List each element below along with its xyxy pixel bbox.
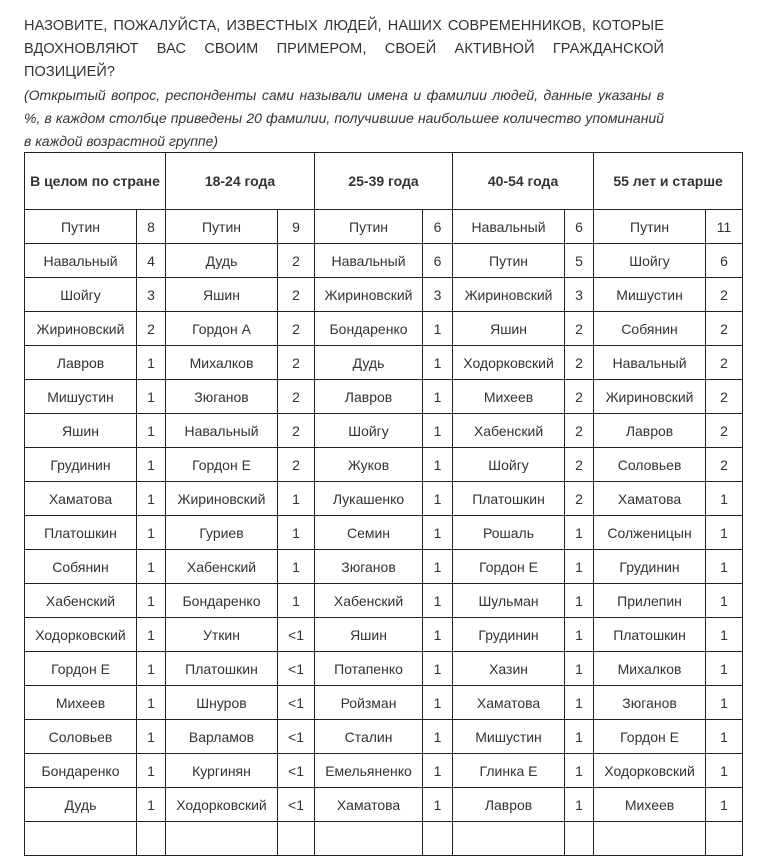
person-name-cell: Навальный	[25, 244, 137, 278]
percent-cell: 2	[706, 380, 743, 414]
person-name-cell: Глинка Е	[453, 754, 565, 788]
person-name-cell: Навальный	[453, 210, 565, 244]
table-row	[25, 618, 743, 652]
person-name-cell: Зюганов	[315, 550, 423, 584]
person-name-cell: Собянин	[25, 550, 137, 584]
person-name-cell: Хаматова	[453, 686, 565, 720]
percent-cell: 2	[706, 448, 743, 482]
percent-cell: 1	[423, 516, 453, 550]
percent-cell: 1	[706, 584, 743, 618]
percent-cell: 2	[565, 346, 594, 380]
table-row	[25, 380, 743, 414]
person-name-cell: Соловьев	[25, 720, 137, 754]
person-name-cell: Гордон Е	[166, 448, 278, 482]
percent-cell: 1	[706, 720, 743, 754]
table-body	[25, 210, 743, 856]
person-name-cell: Шойгу	[25, 278, 137, 312]
person-name-cell: Жириновский	[166, 482, 278, 516]
percent-cell: 2	[278, 414, 315, 448]
person-name-cell: Гордон Е	[453, 550, 565, 584]
percent-cell: 1	[137, 618, 166, 652]
percent-cell: 4	[137, 244, 166, 278]
percent-cell: 1	[278, 584, 315, 618]
percent-cell	[137, 822, 166, 856]
person-name-cell: Путин	[315, 210, 423, 244]
percent-cell: <1	[278, 686, 315, 720]
percent-cell: 2	[565, 414, 594, 448]
person-name-cell: Бондаренко	[166, 584, 278, 618]
percent-cell: 1	[137, 380, 166, 414]
percent-cell: 1	[423, 584, 453, 618]
percent-cell: 1	[137, 346, 166, 380]
percent-cell: 3	[565, 278, 594, 312]
percent-cell: 1	[706, 652, 743, 686]
percent-cell: 1	[137, 584, 166, 618]
percent-cell: 1	[706, 618, 743, 652]
percent-cell: 1	[278, 482, 315, 516]
person-name-cell: Рошаль	[453, 516, 565, 550]
percent-cell: 1	[423, 754, 453, 788]
percent-cell: <1	[278, 788, 315, 822]
person-name-cell: Грудинин	[594, 550, 706, 584]
percent-cell: 1	[278, 516, 315, 550]
person-name-cell: Шойгу	[594, 244, 706, 278]
percent-cell: 1	[137, 516, 166, 550]
percent-cell: 2	[137, 312, 166, 346]
person-name-cell: Гордон Е	[594, 720, 706, 754]
person-name-cell: Михалков	[594, 652, 706, 686]
percent-cell: <1	[278, 618, 315, 652]
person-name-cell: Платошкин	[594, 618, 706, 652]
person-name-cell	[315, 822, 423, 856]
person-name-cell: Шнуров	[166, 686, 278, 720]
person-name-cell: Ходорковский	[166, 788, 278, 822]
person-name-cell: Дудь	[25, 788, 137, 822]
percent-cell: 1	[565, 584, 594, 618]
percent-cell: 1	[706, 754, 743, 788]
percent-cell: 1	[137, 754, 166, 788]
percent-cell: 1	[423, 618, 453, 652]
person-name-cell: Шульман	[453, 584, 565, 618]
percent-cell: 11	[706, 210, 743, 244]
person-name-cell: Яшин	[166, 278, 278, 312]
person-name-cell	[453, 822, 565, 856]
table-row	[25, 278, 743, 312]
person-name-cell: Ходорковский	[594, 754, 706, 788]
person-name-cell: Яшин	[25, 414, 137, 448]
person-name-cell: Хаматова	[25, 482, 137, 516]
percent-cell: 1	[565, 618, 594, 652]
person-name-cell: Навальный	[166, 414, 278, 448]
person-name-cell: Шойгу	[315, 414, 423, 448]
person-name-cell: Платошкин	[453, 482, 565, 516]
percent-cell: 2	[565, 482, 594, 516]
percent-cell: <1	[278, 754, 315, 788]
person-name-cell: Зюганов	[166, 380, 278, 414]
percent-cell: 2	[278, 244, 315, 278]
person-name-cell: Путин	[594, 210, 706, 244]
percent-cell: 1	[137, 550, 166, 584]
percent-cell: 1	[565, 686, 594, 720]
person-name-cell: Емельяненко	[315, 754, 423, 788]
person-name-cell: Семин	[315, 516, 423, 550]
person-name-cell: Жириновский	[315, 278, 423, 312]
table-row	[25, 788, 743, 822]
person-name-cell: Лавров	[594, 414, 706, 448]
percent-cell: 1	[565, 754, 594, 788]
person-name-cell: Путин	[25, 210, 137, 244]
percent-cell: 1	[423, 380, 453, 414]
percent-cell: 1	[706, 788, 743, 822]
person-name-cell: Путин	[453, 244, 565, 278]
person-name-cell: Путин	[166, 210, 278, 244]
person-name-cell: Гуриев	[166, 516, 278, 550]
percent-cell: 3	[137, 278, 166, 312]
person-name-cell	[594, 822, 706, 856]
person-name-cell: Платошкин	[166, 652, 278, 686]
percent-cell: 3	[423, 278, 453, 312]
percent-cell: 1	[423, 346, 453, 380]
person-name-cell: Платошкин	[25, 516, 137, 550]
table-row	[25, 754, 743, 788]
percent-cell: 1	[423, 720, 453, 754]
table-row	[25, 448, 743, 482]
person-name-cell: Ходорковский	[453, 346, 565, 380]
person-name-cell: Лукашенко	[315, 482, 423, 516]
person-name-cell: Навальный	[315, 244, 423, 278]
person-name-cell: Хазин	[453, 652, 565, 686]
person-name-cell: Лавров	[453, 788, 565, 822]
person-name-cell: Лавров	[315, 380, 423, 414]
percent-cell: 2	[565, 312, 594, 346]
percent-cell: 1	[423, 550, 453, 584]
percent-cell: 1	[423, 482, 453, 516]
percent-cell: 1	[137, 448, 166, 482]
person-name-cell: Михеев	[453, 380, 565, 414]
table-row	[25, 482, 743, 516]
person-name-cell: Жириновский	[594, 380, 706, 414]
person-name-cell: Яшин	[315, 618, 423, 652]
question-heading: НАЗОВИТЕ, ПОЖАЛУЙСТА, ИЗВЕСТНЫХ ЛЮДЕЙ, НАШИХ СОВРЕМЕННИКОВ, КОТОРЫЕ ВДОХНОВЛЯЮТ ВАС СВОИМ ПРИМЕРОМ, СВОЕЙ АКТИВНОЙ ГРАЖДАНСКОЙ ПОЗИЦИЕЙ?	[24, 18, 664, 80]
person-name-cell: Бондаренко	[315, 312, 423, 346]
percent-cell: 1	[565, 516, 594, 550]
percent-cell	[565, 822, 594, 856]
person-name-cell: Хабенский	[166, 550, 278, 584]
person-name-cell: Солженицын	[594, 516, 706, 550]
percent-cell: 2	[565, 380, 594, 414]
person-name-cell: Зюганов	[594, 686, 706, 720]
percent-cell: 1	[423, 686, 453, 720]
table-row	[25, 822, 743, 856]
percent-cell: 1	[423, 414, 453, 448]
header-25-39: 25-39 года	[315, 153, 453, 210]
percent-cell: 1	[137, 482, 166, 516]
table-row	[25, 652, 743, 686]
percent-cell: 2	[706, 414, 743, 448]
person-name-cell: Навальный	[594, 346, 706, 380]
percent-cell: 2	[278, 312, 315, 346]
table-row	[25, 516, 743, 550]
percent-cell: 1	[423, 652, 453, 686]
person-name-cell: Хаматова	[594, 482, 706, 516]
person-name-cell: Шойгу	[453, 448, 565, 482]
percent-cell: <1	[278, 652, 315, 686]
percent-cell: 1	[565, 652, 594, 686]
table-row	[25, 346, 743, 380]
percent-cell	[423, 822, 453, 856]
percent-cell: 2	[278, 278, 315, 312]
percent-cell: 1	[278, 550, 315, 584]
table-row	[25, 244, 743, 278]
question-note: (Открытый вопрос, респонденты сами называли имена и фамилии людей, данные указаны в %, в каждом столбце приведены 20 фамилии, получившие наибольшее количество упоминаний в каждой возрастной группе)	[24, 87, 664, 149]
table-row	[25, 414, 743, 448]
percent-cell: 1	[423, 788, 453, 822]
person-name-cell: Жириновский	[25, 312, 137, 346]
percent-cell: 1	[137, 720, 166, 754]
percent-cell: 8	[137, 210, 166, 244]
percent-cell: 1	[706, 550, 743, 584]
table-row	[25, 312, 743, 346]
percent-cell: 1	[565, 720, 594, 754]
person-name-cell: Михеев	[594, 788, 706, 822]
percent-cell: 1	[137, 686, 166, 720]
person-name-cell	[25, 822, 137, 856]
percent-cell: 1	[423, 448, 453, 482]
person-name-cell: Соловьев	[594, 448, 706, 482]
person-name-cell: Грудинин	[25, 448, 137, 482]
percent-cell: 2	[706, 312, 743, 346]
person-name-cell: Хаматова	[315, 788, 423, 822]
person-name-cell: Уткин	[166, 618, 278, 652]
percent-cell: 6	[565, 210, 594, 244]
percent-cell	[706, 822, 743, 856]
person-name-cell: Прилепин	[594, 584, 706, 618]
percent-cell: 6	[423, 244, 453, 278]
person-name-cell: Собянин	[594, 312, 706, 346]
person-name-cell: Сталин	[315, 720, 423, 754]
person-name-cell: Ходорковский	[25, 618, 137, 652]
person-name-cell: Варламов	[166, 720, 278, 754]
percent-cell: 2	[278, 380, 315, 414]
person-name-cell: Жуков	[315, 448, 423, 482]
percent-cell: 1	[706, 686, 743, 720]
person-name-cell: Жириновский	[453, 278, 565, 312]
person-name-cell: Дудь	[166, 244, 278, 278]
percent-cell: 1	[706, 516, 743, 550]
person-name-cell: Дудь	[315, 346, 423, 380]
person-name-cell: Михалков	[166, 346, 278, 380]
percent-cell	[278, 822, 315, 856]
person-name-cell: Яшин	[453, 312, 565, 346]
table-header-row	[25, 153, 743, 210]
percent-cell: 2	[706, 278, 743, 312]
percent-cell: 5	[565, 244, 594, 278]
header-18-24: 18-24 года	[166, 153, 315, 210]
table-row	[25, 686, 743, 720]
person-name-cell: Гордон А	[166, 312, 278, 346]
percent-cell: 1	[423, 312, 453, 346]
header-55-plus: 55 лет и старше	[594, 153, 743, 210]
person-name-cell: Мишустин	[25, 380, 137, 414]
poll-results-table	[24, 152, 743, 856]
percent-cell: 1	[565, 788, 594, 822]
table-row	[25, 550, 743, 584]
person-name-cell: Бондаренко	[25, 754, 137, 788]
person-name-cell: Хабенский	[315, 584, 423, 618]
percent-cell: 6	[423, 210, 453, 244]
percent-cell: 1	[137, 414, 166, 448]
person-name-cell: Грудинин	[453, 618, 565, 652]
percent-cell: 1	[706, 482, 743, 516]
intro-text	[24, 15, 664, 153]
person-name-cell: Хабенский	[453, 414, 565, 448]
person-name-cell: Ройзман	[315, 686, 423, 720]
percent-cell: 2	[706, 346, 743, 380]
person-name-cell: Михеев	[25, 686, 137, 720]
person-name-cell: Мишустин	[453, 720, 565, 754]
header-total: В целом по стране	[25, 153, 166, 210]
table-row	[25, 210, 743, 244]
percent-cell: <1	[278, 720, 315, 754]
person-name-cell: Кургинян	[166, 754, 278, 788]
person-name-cell: Хабенский	[25, 584, 137, 618]
person-name-cell: Гордон Е	[25, 652, 137, 686]
percent-cell: 6	[706, 244, 743, 278]
percent-cell: 9	[278, 210, 315, 244]
person-name-cell: Лавров	[25, 346, 137, 380]
percent-cell: 2	[565, 448, 594, 482]
person-name-cell: Потапенко	[315, 652, 423, 686]
percent-cell: 1	[565, 550, 594, 584]
table-row	[25, 584, 743, 618]
header-40-54: 40-54 года	[453, 153, 594, 210]
percent-cell: 1	[137, 788, 166, 822]
person-name-cell: Мишустин	[594, 278, 706, 312]
percent-cell: 1	[137, 652, 166, 686]
percent-cell: 2	[278, 346, 315, 380]
percent-cell: 2	[278, 448, 315, 482]
table-row	[25, 720, 743, 754]
person-name-cell	[166, 822, 278, 856]
